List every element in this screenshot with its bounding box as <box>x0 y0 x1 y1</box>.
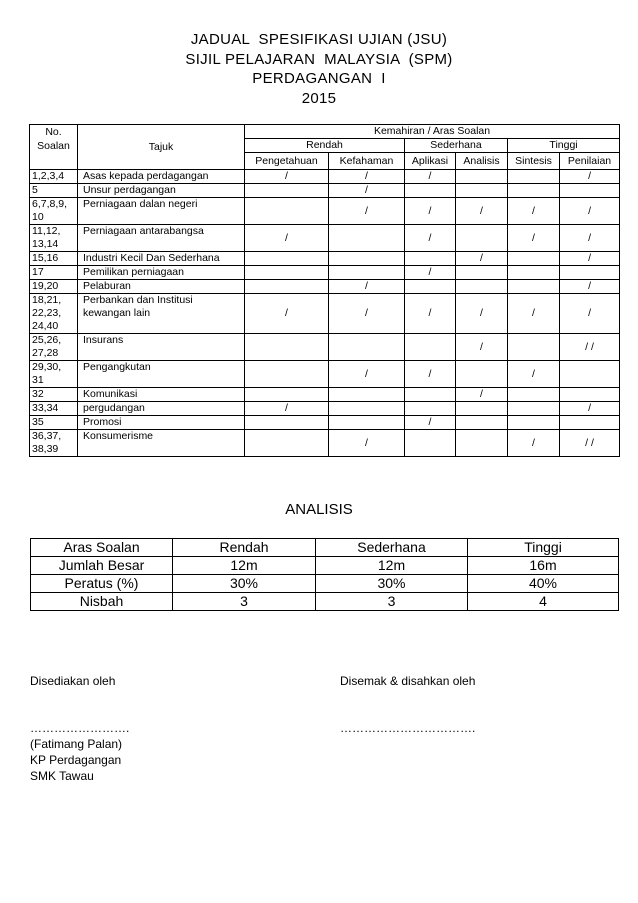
analisis-title: ANALISIS <box>285 501 353 518</box>
skill-mark: / <box>456 334 508 361</box>
analisis-row <box>31 557 619 575</box>
analisis-cell: 3 <box>173 593 316 611</box>
analisis-cell: 12m <box>316 557 468 575</box>
skill-mark: / <box>456 198 508 225</box>
skill-mark <box>405 184 456 198</box>
skill-mark <box>508 388 560 402</box>
skill-mark <box>560 388 620 402</box>
skill-mark <box>405 430 456 457</box>
analisis-cell: Jumlah Besar <box>31 557 173 575</box>
question-numbers: 1,2,3,4 <box>30 170 78 184</box>
skill-mark: / <box>508 430 560 457</box>
skill-mark <box>456 430 508 457</box>
topic-name: pergudangan <box>78 402 245 416</box>
header-group-rendah: Rendah <box>245 139 405 153</box>
jsu-row <box>30 430 620 457</box>
header-tajuk: Tajuk <box>78 125 245 170</box>
skill-mark: / <box>560 252 620 266</box>
topic-name: Industri Kecil Dan Sederhana <box>78 252 245 266</box>
topic-name: Perniagaan antarabangsa <box>78 225 245 252</box>
skill-mark <box>329 252 405 266</box>
skill-mark <box>329 402 405 416</box>
skill-mark: / <box>405 416 456 430</box>
skill-mark: / <box>329 280 405 294</box>
jsu-row <box>30 280 620 294</box>
skill-mark <box>508 402 560 416</box>
skill-mark <box>508 266 560 280</box>
skill-mark: / <box>560 280 620 294</box>
skill-mark <box>245 361 329 388</box>
skill-mark <box>405 252 456 266</box>
prepared-by-block <box>30 673 115 689</box>
skill-mark: / <box>329 361 405 388</box>
skill-mark <box>508 252 560 266</box>
analisis-cell: Nisbah <box>31 593 173 611</box>
question-numbers: 11,12, 13,14 <box>30 225 78 252</box>
skill-mark <box>329 416 405 430</box>
checked-by-dots: ……………………………. <box>340 721 476 735</box>
skill-mark: / <box>508 294 560 334</box>
skill-mark <box>456 280 508 294</box>
skill-mark <box>456 361 508 388</box>
topic-name: Pelaburan <box>78 280 245 294</box>
analisis-cell: 12m <box>173 557 316 575</box>
prepared-by-dots: ……………………. <box>30 721 130 735</box>
jsu-row <box>30 170 620 184</box>
question-numbers: 19,20 <box>30 280 78 294</box>
skill-mark <box>405 402 456 416</box>
prepared-by-name: (Fatimang Palan) <box>30 737 123 751</box>
skill-mark: / <box>329 430 405 457</box>
skill-mark: / <box>456 252 508 266</box>
topic-name: Pengangkutan <box>78 361 245 388</box>
skill-mark: / <box>329 184 405 198</box>
skill-mark: / <box>405 266 456 280</box>
analisis-row <box>31 575 619 593</box>
skill-mark <box>508 280 560 294</box>
skill-mark: / <box>405 198 456 225</box>
skill-mark <box>508 184 560 198</box>
skill-mark <box>456 225 508 252</box>
skill-mark: / <box>329 170 405 184</box>
skill-mark: / <box>245 402 329 416</box>
skill-mark: / <box>405 170 456 184</box>
skill-mark: / <box>508 361 560 388</box>
skill-mark: / <box>405 294 456 334</box>
prepared-by-details <box>30 720 129 784</box>
jsu-table <box>29 124 620 457</box>
skill-mark: / <box>456 388 508 402</box>
skill-mark <box>405 280 456 294</box>
jsu-row <box>30 198 620 225</box>
analisis-header-row <box>31 539 619 557</box>
title-line-4: 2015 <box>301 89 337 107</box>
skill-mark <box>405 388 456 402</box>
analisis-cell: 30% <box>316 575 468 593</box>
skill-mark <box>508 416 560 430</box>
skill-mark: / <box>508 225 560 252</box>
skill-mark <box>245 388 329 402</box>
skill-mark: / <box>508 198 560 225</box>
header-skill: Analisis <box>456 153 508 170</box>
title-line-2: SIJIL PELAJARAN MALAYSIA (SPM) <box>185 50 453 68</box>
analisis-header-cell: Aras Soalan <box>31 539 173 557</box>
skill-mark <box>508 170 560 184</box>
topic-name: Komunikasi <box>78 388 245 402</box>
skill-mark: / <box>245 294 329 334</box>
analisis-cell: 4 <box>468 593 619 611</box>
skill-mark <box>560 184 620 198</box>
analisis-header-cell: Tinggi <box>468 539 619 557</box>
header-group-sederhana: Sederhana <box>405 139 508 153</box>
skill-mark: / <box>329 294 405 334</box>
checked-by-label: Disemak & disahkan oleh <box>340 674 476 688</box>
skill-mark <box>245 430 329 457</box>
skill-mark <box>329 225 405 252</box>
question-numbers: 36,37, 38,39 <box>30 430 78 457</box>
question-numbers: 5 <box>30 184 78 198</box>
topic-name: Pemilikan perniagaan <box>78 266 245 280</box>
question-numbers: 35 <box>30 416 78 430</box>
skill-mark <box>329 334 405 361</box>
skill-mark <box>560 361 620 388</box>
topic-name: Asas kepada perdagangan <box>78 170 245 184</box>
checked-by-block <box>340 673 475 689</box>
question-numbers: 33,34 <box>30 402 78 416</box>
jsu-row <box>30 266 620 280</box>
question-numbers: 6,7,8,9, 10 <box>30 198 78 225</box>
jsu-row <box>30 252 620 266</box>
header-kemahiran: Kemahiran / Aras Soalan <box>245 125 620 139</box>
jsu-table-body <box>30 170 620 457</box>
topic-name: Insurans <box>78 334 245 361</box>
title-line-1: JADUAL SPESIFIKASI UJIAN (JSU) <box>190 31 448 48</box>
header-skill: Aplikasi <box>405 153 456 170</box>
jsu-row <box>30 294 620 334</box>
prepared-by-label: Disediakan oleh <box>30 674 116 688</box>
prepared-by-school: SMK Tawau <box>30 769 94 783</box>
skill-mark: / <box>245 170 329 184</box>
question-numbers: 17 <box>30 266 78 280</box>
header-skill: Sintesis <box>508 153 560 170</box>
skill-mark <box>560 416 620 430</box>
topic-name: Promosi <box>78 416 245 430</box>
jsu-row <box>30 388 620 402</box>
skill-mark: / <box>560 225 620 252</box>
jsu-row <box>30 184 620 198</box>
skill-mark: / <box>405 225 456 252</box>
analisis-cell: 3 <box>316 593 468 611</box>
analisis-cell: Peratus (%) <box>31 575 173 593</box>
skill-mark <box>245 198 329 225</box>
prepared-by-role: KP Perdagangan <box>30 753 122 767</box>
jsu-row <box>30 225 620 252</box>
skill-mark <box>405 334 456 361</box>
analisis-cell: 16m <box>468 557 619 575</box>
skill-mark <box>245 334 329 361</box>
jsu-row <box>30 402 620 416</box>
question-numbers: 15,16 <box>30 252 78 266</box>
title-line-3: PERDAGANGAN I <box>252 70 386 87</box>
topic-name: Unsur perdagangan <box>78 184 245 198</box>
skill-mark: / <box>560 198 620 225</box>
header-group-tinggi: Tinggi <box>508 139 620 153</box>
skill-mark <box>456 416 508 430</box>
skill-mark <box>329 388 405 402</box>
skill-mark: / <box>405 361 456 388</box>
header-skill: Kefahaman <box>329 153 405 170</box>
question-numbers: 32 <box>30 388 78 402</box>
skill-mark: / <box>456 294 508 334</box>
skill-mark <box>329 266 405 280</box>
analisis-table-body <box>31 539 619 611</box>
skill-mark: / <box>560 294 620 334</box>
question-numbers: 25,26, 27,28 <box>30 334 78 361</box>
skill-mark: / <box>329 198 405 225</box>
jsu-row <box>30 416 620 430</box>
analisis-header-cell: Rendah <box>173 539 316 557</box>
jsu-row <box>30 361 620 388</box>
skill-mark: / <box>560 402 620 416</box>
document-title <box>0 30 638 108</box>
question-numbers: 18,21, 22,23, 24,40 <box>30 294 78 334</box>
analisis-table <box>30 538 619 611</box>
analisis-row <box>31 593 619 611</box>
skill-mark <box>456 402 508 416</box>
skill-mark <box>245 184 329 198</box>
topic-name: Konsumerisme <box>78 430 245 457</box>
skill-mark <box>245 280 329 294</box>
skill-mark <box>245 416 329 430</box>
skill-mark <box>456 170 508 184</box>
checked-by-details <box>340 720 475 736</box>
header-no-soalan: No. Soalan <box>30 125 78 170</box>
question-numbers: 29,30, 31 <box>30 361 78 388</box>
analisis-cell: 30% <box>173 575 316 593</box>
skill-mark <box>560 266 620 280</box>
topic-name: Perniagaan dalan negeri <box>78 198 245 225</box>
analisis-cell: 40% <box>468 575 619 593</box>
skill-mark <box>508 334 560 361</box>
skill-mark: / <box>560 170 620 184</box>
header-skill: Penilaian <box>560 153 620 170</box>
skill-mark <box>245 266 329 280</box>
topic-name: Perbankan dan Institusi kewangan lain <box>78 294 245 334</box>
analisis-header-cell: Sederhana <box>316 539 468 557</box>
skill-mark <box>245 252 329 266</box>
skill-mark: / / <box>560 334 620 361</box>
skill-mark: / <box>245 225 329 252</box>
jsu-row <box>30 334 620 361</box>
skill-mark <box>456 184 508 198</box>
header-skill: Pengetahuan <box>245 153 329 170</box>
skill-mark: / / <box>560 430 620 457</box>
skill-mark <box>456 266 508 280</box>
